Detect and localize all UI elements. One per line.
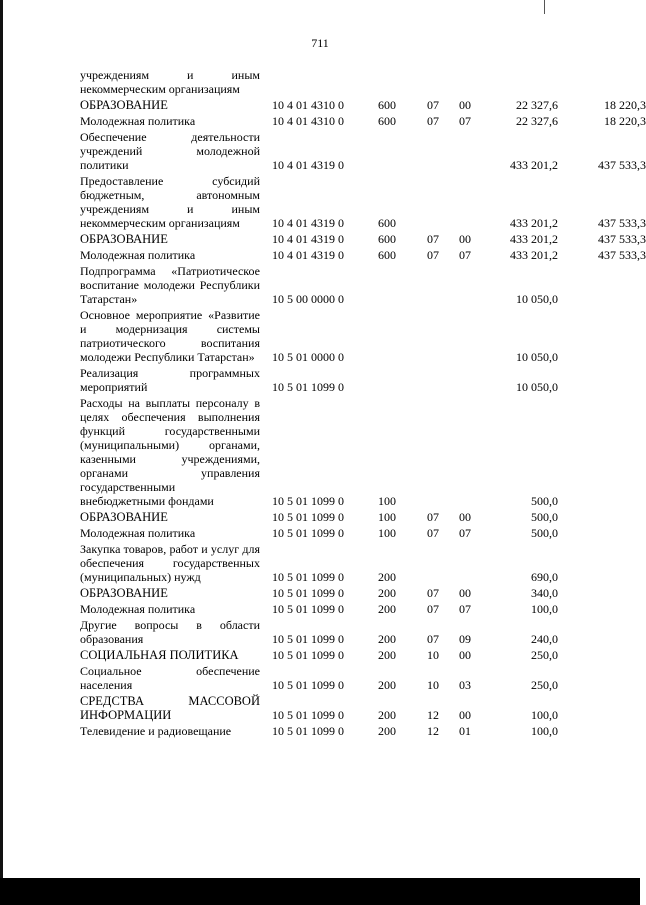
amount-year-2 — [558, 508, 646, 524]
table-row — [80, 508, 646, 524]
row-name: Расходы на выплаты персоналу в целях обеспечения выполнения функций государственными (муниципальными) органами, казенными учреждениями, органами управления государственными внебюджетными фондами — [80, 396, 260, 508]
table-row — [80, 230, 646, 246]
section: 07 — [427, 114, 439, 128]
target-article-code: 10 4 01 4319 0 — [272, 158, 344, 172]
expense-type: 200 — [378, 724, 396, 738]
scan-bottom-edge — [0, 878, 640, 905]
section — [418, 394, 448, 508]
expense-type: 200 — [378, 602, 396, 616]
table-row — [80, 662, 646, 692]
section: 12 — [427, 724, 439, 738]
target-article-code: 10 4 01 4319 0 — [272, 232, 344, 246]
target-article-code: 10 4 01 4319 0 — [272, 248, 344, 262]
table-row — [80, 306, 646, 364]
table-row — [80, 524, 646, 540]
section: 07 — [427, 98, 439, 112]
amount-year-2 — [558, 692, 646, 722]
section: 07 — [427, 232, 439, 246]
target-article-code: 10 5 01 1099 0 — [272, 510, 344, 524]
expense-type — [368, 262, 418, 306]
target-article-code: 10 4 01 4310 0 — [272, 98, 344, 112]
section — [418, 66, 448, 96]
row-name: Предоставление субсидий бюджетным, автономным учреждениям и иным некоммерческим организациям — [80, 174, 260, 230]
amount-year-2 — [558, 540, 646, 584]
row-name: Молодежная политика — [80, 114, 196, 128]
expense-type: 600 — [378, 98, 396, 112]
expense-type: 200 — [378, 586, 396, 600]
subsection: 00 — [459, 648, 471, 662]
budget-table — [80, 66, 646, 738]
section — [418, 128, 448, 172]
target-article-code: 10 5 01 0000 0 — [272, 350, 344, 364]
amount-year-1: 100,0 — [531, 602, 558, 616]
table-row — [80, 646, 646, 662]
subsection: 03 — [459, 678, 471, 692]
amount-year-2: 18 220,3 — [604, 114, 646, 128]
subsection — [448, 306, 482, 364]
amount-year-1: 433 201,2 — [510, 232, 558, 246]
amount-year-1: 22 327,6 — [516, 98, 558, 112]
scan-left-edge — [0, 0, 3, 878]
expense-type: 600 — [378, 248, 396, 262]
expense-type: 200 — [378, 632, 396, 646]
amount-year-1: 100,0 — [531, 708, 558, 722]
expense-type — [368, 364, 418, 394]
subsection — [448, 128, 482, 172]
target-article-code: 10 5 01 1099 0 — [272, 678, 344, 692]
section: 07 — [427, 248, 439, 262]
target-article-code: 10 5 01 1099 0 — [272, 648, 344, 662]
expense-type: 600 — [378, 232, 396, 246]
subsection: 07 — [459, 526, 471, 540]
amount-year-2 — [558, 616, 646, 646]
amount-year-1: 340,0 — [531, 586, 558, 600]
amount-year-1: 500,0 — [531, 494, 558, 508]
row-name: Молодежная политика — [80, 248, 196, 262]
table-row — [80, 722, 646, 738]
row-name: Молодежная политика — [80, 602, 196, 616]
section: 07 — [427, 632, 439, 646]
amount-year-1: 22 327,6 — [516, 114, 558, 128]
amount-year-2 — [558, 306, 646, 364]
row-name: Реализация программных мероприятий — [80, 366, 260, 394]
amount-year-2: 437 533,3 — [598, 248, 646, 262]
amount-year-1: 250,0 — [531, 648, 558, 662]
table-row — [80, 246, 646, 262]
table-row — [80, 364, 646, 394]
subsection: 01 — [459, 724, 471, 738]
subsection — [448, 172, 482, 230]
amount-year-1: 10 050,0 — [516, 350, 558, 364]
target-article-code: 10 5 01 1099 0 — [272, 570, 344, 584]
subsection: 00 — [459, 98, 471, 112]
table-row — [80, 66, 646, 96]
target-article-code: 10 4 01 4310 0 — [272, 114, 344, 128]
expense-type: 100 — [378, 510, 396, 524]
target-article-code — [260, 66, 368, 96]
table-row — [80, 616, 646, 646]
section — [418, 172, 448, 230]
amount-year-2 — [558, 646, 646, 662]
scan-mark — [544, 0, 545, 14]
subsection: 00 — [459, 510, 471, 524]
expense-type: 100 — [378, 526, 396, 540]
amount-year-2: 437 533,3 — [598, 216, 646, 230]
amount-year-2 — [558, 722, 646, 738]
expense-type: 200 — [378, 570, 396, 584]
target-article-code: 10 5 01 1099 0 — [272, 526, 344, 540]
amount-year-1: 690,0 — [531, 570, 558, 584]
table-row — [80, 112, 646, 128]
amount-year-2: 437 533,3 — [598, 232, 646, 246]
table-row — [80, 540, 646, 584]
row-name: учреждениям и иным некоммерческим организациям — [80, 68, 260, 96]
target-article-code: 10 4 01 4319 0 — [272, 216, 344, 230]
subsection: 07 — [459, 602, 471, 616]
amount-year-1: 250,0 — [531, 678, 558, 692]
section: 07 — [427, 526, 439, 540]
subsection — [448, 66, 482, 96]
subsection: 00 — [459, 708, 471, 722]
target-article-code: 10 5 01 1099 0 — [272, 724, 344, 738]
amount-year-1: 240,0 — [531, 632, 558, 646]
row-name: ОБРАЗОВАНИЕ — [80, 98, 168, 112]
subsection — [448, 540, 482, 584]
target-article-code: 10 5 00 0000 0 — [272, 292, 344, 306]
expense-type: 100 — [378, 494, 396, 508]
row-name: ОБРАЗОВАНИЕ — [80, 232, 168, 246]
subsection — [448, 364, 482, 394]
amount-year-2 — [558, 600, 646, 616]
table-row — [80, 692, 646, 722]
subsection: 07 — [459, 114, 471, 128]
amount-year-1: 100,0 — [531, 724, 558, 738]
amount-year-2 — [558, 584, 646, 600]
amount-year-1: 433 201,2 — [510, 158, 558, 172]
row-name: Социальное обеспечение населения — [80, 664, 260, 692]
target-article-code: 10 5 01 1099 0 — [272, 602, 344, 616]
table-row — [80, 600, 646, 616]
expense-type: 600 — [378, 114, 396, 128]
target-article-code: 10 5 01 1099 0 — [272, 586, 344, 600]
expense-type: 200 — [378, 678, 396, 692]
table-row — [80, 394, 646, 508]
amount-year-1: 433 201,2 — [510, 216, 558, 230]
target-article-code: 10 5 01 1099 0 — [272, 380, 344, 394]
row-name: Другие вопросы в области образования — [80, 618, 260, 646]
row-name: СРЕДСТВА МАССОВОЙ ИНФОРМАЦИИ — [80, 694, 260, 722]
section — [418, 364, 448, 394]
row-name: Телевидение и радиовещание — [80, 724, 232, 738]
expense-type: 600 — [378, 216, 396, 230]
amount-year-2: 18 220,3 — [604, 98, 646, 112]
row-name: ОБРАЗОВАНИЕ — [80, 510, 168, 524]
row-name: Подпрограмма «Патриотическое воспитание молодежи Республики Татарстан» — [80, 264, 260, 306]
amount-year-2 — [558, 66, 646, 96]
expense-type — [368, 306, 418, 364]
section: 07 — [427, 602, 439, 616]
target-article-code: 10 5 01 1099 0 — [272, 632, 344, 646]
expense-type — [368, 128, 418, 172]
table-row — [80, 262, 646, 306]
table-row — [80, 128, 646, 172]
amount-year-1 — [482, 66, 558, 96]
section: 10 — [427, 648, 439, 662]
expense-type: 200 — [378, 648, 396, 662]
subsection — [448, 394, 482, 508]
subsection: 00 — [459, 586, 471, 600]
section: 07 — [427, 586, 439, 600]
row-name: СОЦИАЛЬНАЯ ПОЛИТИКА — [80, 648, 239, 662]
amount-year-2 — [558, 364, 646, 394]
amount-year-2 — [558, 262, 646, 306]
section: 07 — [427, 510, 439, 524]
table-row — [80, 96, 646, 112]
table-row — [80, 172, 646, 230]
target-article-code: 10 5 01 1099 0 — [272, 494, 344, 508]
row-name: Молодежная политика — [80, 526, 196, 540]
amount-year-2 — [558, 662, 646, 692]
subsection — [448, 262, 482, 306]
section: 12 — [427, 708, 439, 722]
row-name: Основное мероприятие «Развитие и модернизация системы патриотического воспитания молодежи Республики Татарстан» — [80, 308, 260, 364]
amount-year-1: 500,0 — [531, 510, 558, 524]
page-number: 711 — [311, 36, 329, 50]
amount-year-2 — [558, 394, 646, 508]
amount-year-2 — [558, 524, 646, 540]
subsection: 09 — [459, 632, 471, 646]
section — [418, 262, 448, 306]
table-row — [80, 584, 646, 600]
amount-year-1: 10 050,0 — [516, 292, 558, 306]
amount-year-1: 10 050,0 — [516, 380, 558, 394]
subsection: 07 — [459, 248, 471, 262]
expense-type — [368, 66, 418, 96]
expense-type: 200 — [378, 708, 396, 722]
amount-year-1: 500,0 — [531, 526, 558, 540]
subsection: 00 — [459, 232, 471, 246]
section — [418, 540, 448, 584]
budget-table-body — [80, 66, 646, 738]
section: 10 — [427, 678, 439, 692]
row-name: Закупка товаров, работ и услуг для обеспечения государственных (муниципальных) нужд — [80, 542, 260, 584]
amount-year-1: 433 201,2 — [510, 248, 558, 262]
target-article-code: 10 5 01 1099 0 — [272, 708, 344, 722]
section — [418, 306, 448, 364]
amount-year-2: 437 533,3 — [598, 158, 646, 172]
row-name: ОБРАЗОВАНИЕ — [80, 586, 168, 600]
row-name: Обеспечение деятельности учреждений молодежной политики — [80, 130, 260, 172]
